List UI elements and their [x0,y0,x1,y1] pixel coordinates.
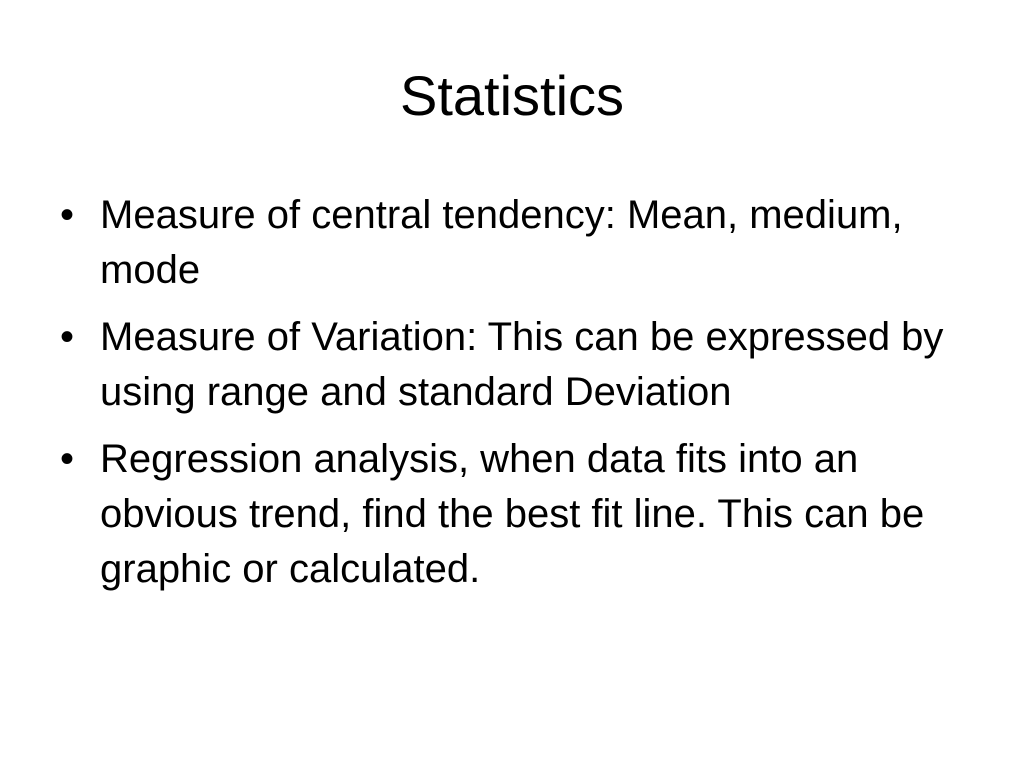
bullet-marker: • [60,437,75,481]
bullet-item-variation [60,310,980,420]
bullet-text: Measure of Variation: This can be expressed by using range and standard Deviation [100,315,944,414]
bullet-text: Measure of central tendency: Mean, medium, mode [100,193,903,292]
bullet-list [60,188,980,609]
slide-title: Statistics [399,64,625,127]
bullet-item-central-tendency [60,188,980,298]
bullet-item-regression [60,432,980,597]
bullet-marker: • [60,315,75,359]
bullet-text: Regression analysis, when data fits into an obvious trend, find the best fit line. This can be graphic or calculated. [100,437,925,591]
bullet-marker: • [60,193,75,237]
